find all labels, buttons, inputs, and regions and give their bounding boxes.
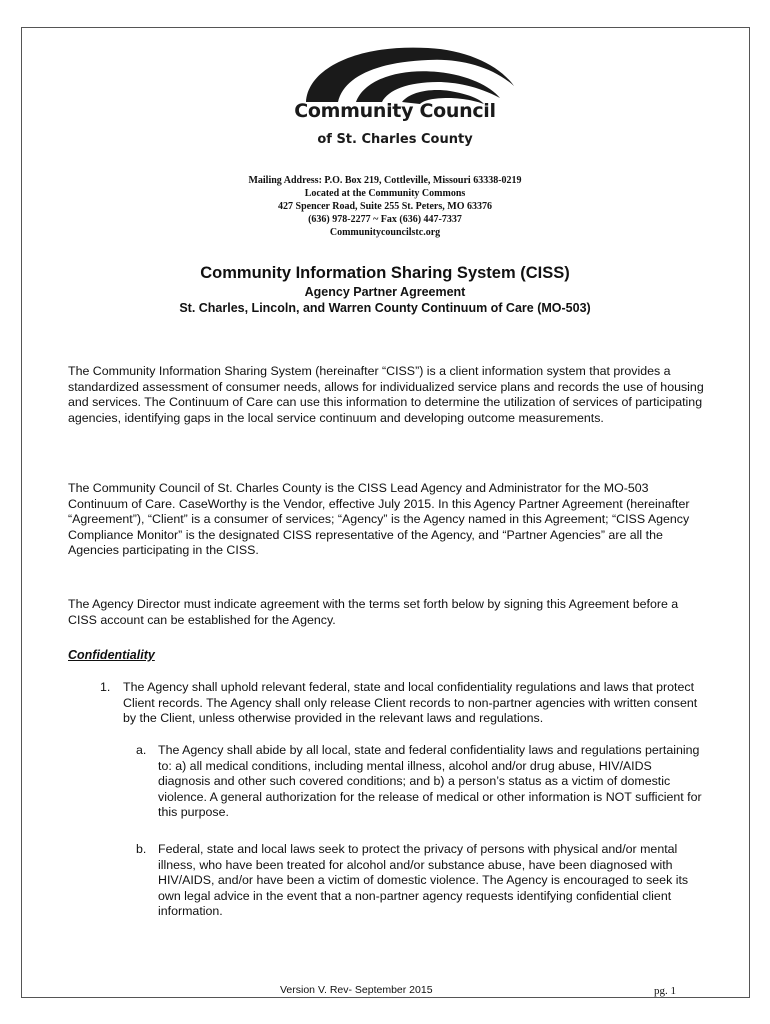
lead-agency-paragraph: The Community Council of St. Charles County is the CISS Lead Agency and Administrator for the MO-503 Continuum of Care. CaseWorthy is the Vendor, effective July 2015. In this Agency Partner Agreement (hereinafter “Agreement”), “Client” is a consumer of services; “Agency” is the Agency named in this Agreement; “CISS Agency Compliance Monitor” is the designated CISS representative of the Agency, and “Partner Agencies” are all the Agencies participating in the CISS. [68,481,690,557]
logo-org-county: of St. Charles County [317,132,473,147]
address-line: 427 Spencer Road, Suite 255 St. Peters, MO 63376 [278,201,492,212]
director-agreement-paragraph: The Agency Director must indicate agreement with the terms set forth below by signing this Agreement before a CISS account can be established for the Agency. [68,597,679,627]
document-subtitle-region: St. Charles, Lincoln, and Warren County Continuum of Care (MO-503) [179,301,591,315]
footer-version: Version V. Rev- September 2015 [280,984,433,996]
website-line: Communitycouncilstc.org [329,227,441,238]
address-line: Mailing Address: P.O. Box 219, Cottleville, Missouri 63338-0219 [248,175,522,186]
list-subitem-marker: b. [136,842,147,856]
list-subitem-marker: a. [136,743,147,757]
confidentiality-item-1a: The Agency shall abide by all local, state and federal confidentiality laws and regulations pertaining to: a) all medical conditions, including mental illness, alcohol and/or drug abuse, HIV/AIDS diagnosis and other such covered conditions; and b) a person’s status as a victim of domestic violence. A general authorization for the release of medical or other information is NOT sufficient for this purpose. [158,743,702,819]
document-title-block [60,262,710,316]
confidentiality-item-1b: Federal, state and local laws seek to protect the privacy of persons with physical and/or mental illness, who have been treated for alcohol and/or substance abuse, have been diagnosed with HIV/AIDS, and/or have been a victim of domestic violence. The Agency is encouraged to seek its own legal advice in the event that a non-partner agency requests identifying confidential client information. [158,842,689,918]
phone-fax-line: (636) 978-2277 ~ Fax (636) 447-7337 [308,214,462,225]
mailing-address-block [150,174,620,239]
document-title: Community Information Sharing System (CISS) [200,264,570,282]
organization-logo [278,36,518,156]
logo-org-name: Community Council [294,100,496,122]
document-subtitle: Agency Partner Agreement [304,285,466,299]
list-item-marker: 1. [100,680,111,694]
confidentiality-heading: Confidentiality [68,648,155,662]
address-line: Located at the Community Commons [304,188,466,199]
footer-page-number: pg. 1 [654,985,676,997]
confidentiality-item-1: The Agency shall uphold relevant federal, state and local confidentiality regulations and laws that protect Client records. The Agency shall only release Client records to non-partner agencies with written consent by the Client, unless otherwise provided in the relevant laws and regulations. [123,680,698,725]
swoosh-logo-icon [278,36,518,106]
intro-paragraph: The Community Information Sharing System (hereinafter “CISS”) is a client information system that provides a standardized assessment of consumer needs, allows for individualized service plans and records the use of housing and services. The Continuum of Care can use this information to determine the utilization of services of participating agencies, identifying gaps in the local service continuum and developing outcome measurements. [68,364,704,425]
